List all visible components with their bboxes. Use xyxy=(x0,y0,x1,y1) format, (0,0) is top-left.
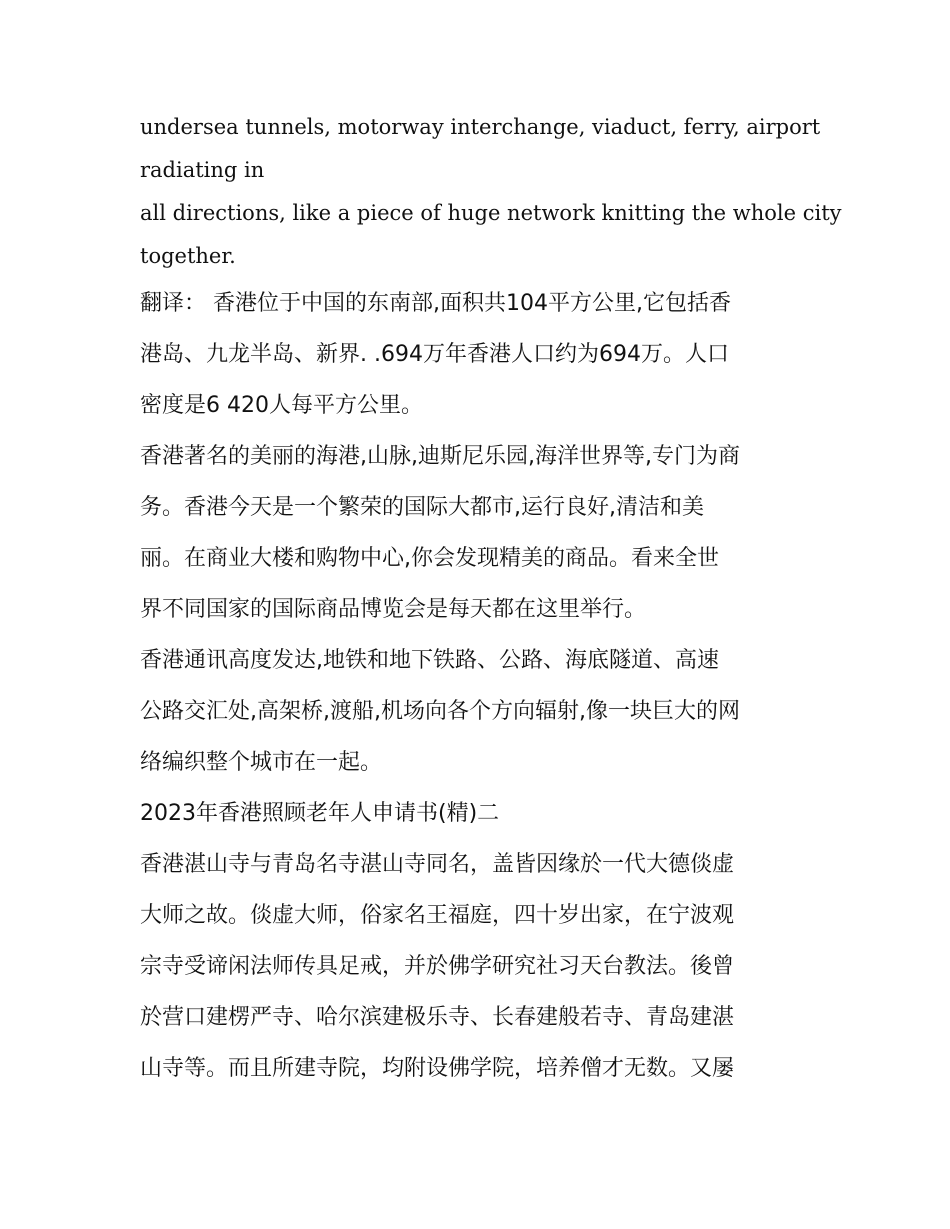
translation-line-5: 务。香港今天是一个繁荣的国际大都市,运行良好,清洁和美 xyxy=(140,495,704,520)
english-line-4: together. xyxy=(140,244,236,268)
temple-line-2: 大师之故。倓虚大师，俗家名王福庭，四十岁出家，在宁波观 xyxy=(140,903,735,928)
translation-line-6: 丽。在商业大楼和购物中心,你会发现精美的商品。看来全世 xyxy=(140,546,719,571)
translation-line-7: 界不同国家的国际商品博览会是每天都在这里举行。 xyxy=(140,597,647,622)
section-heading: 2023年香港照顾老年人申请书(精)二 xyxy=(140,801,500,826)
temple-line-4: 於营口建楞严寺、哈尔滨建极乐寺、长春建般若寺、青岛建湛 xyxy=(140,1005,735,1030)
english-line-3: all directions, like a piece of huge network knitting the whole city xyxy=(140,201,842,225)
translation-line-2: 港岛、九龙半岛、新界. .694万年香港人口约为694万。人口 xyxy=(140,342,729,367)
english-line-1: undersea tunnels, motorway interchange, viaduct, ferry, airport xyxy=(140,115,821,139)
translation-line-1: 翻译： 香港位于中国的东南部,面积共104平方公里,它包括香 xyxy=(140,291,731,316)
english-line-2: radiating in xyxy=(140,158,265,182)
translation-line-9: 公路交汇处,高架桥,渡船,机场向各个方向辐射,像一块巨大的网 xyxy=(140,699,740,724)
temple-line-3: 宗寺受谛闲法师传具足戒，并於佛学研究社习天台教法。後曾 xyxy=(140,954,735,979)
temple-line-1: 香港湛山寺与青岛名寺湛山寺同名，盖皆因缘於一代大德倓虚 xyxy=(140,852,735,877)
translation-line-8: 香港通讯高度发达,地铁和地下铁路、公路、海底隧道、高速 xyxy=(140,648,719,673)
temple-line-5: 山寺等。而且所建寺院，均附设佛学院，培养僧才无数。又屡 xyxy=(140,1056,735,1081)
translation-line-10: 络编织整个城市在一起。 xyxy=(140,750,383,775)
document-page xyxy=(140,106,842,1094)
translation-line-4: 香港著名的美丽的海港,山脉,迪斯尼乐园,海洋世界等,专门为商 xyxy=(140,444,740,469)
translation-line-3: 密度是6 420人每平方公里。 xyxy=(140,393,423,418)
